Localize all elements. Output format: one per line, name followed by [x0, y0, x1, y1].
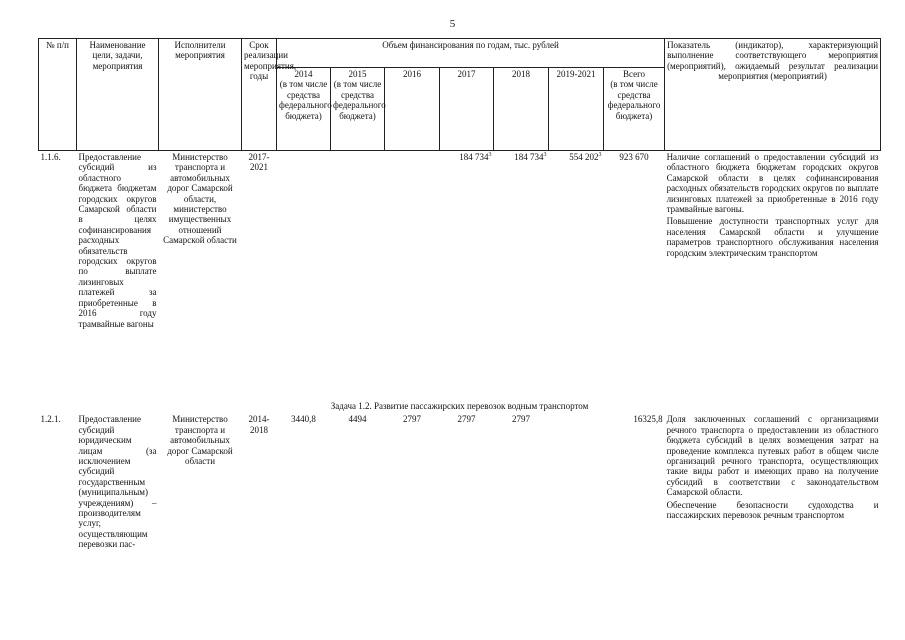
value-2018	[494, 413, 549, 550]
page-number: 5	[449, 18, 456, 30]
value-2019-2021	[549, 413, 604, 550]
row-indicator	[665, 413, 881, 550]
value-2015	[331, 413, 385, 550]
indicator-paragraph: Повышение доступности транспортных услуг для населения Самарской области и улучшение параметров транспортного обслуживания населения городским электрическим транспортом	[666, 216, 879, 258]
row-num: 1.2.1.	[40, 414, 61, 425]
year-label: 2018	[512, 69, 530, 79]
header-funding: Объем финансирования по годам, тыс. рублей	[277, 39, 665, 68]
row-name: Предоставление субсидий из областного бюджета бюджетам городских округов Самарской области в целях софинансирования расходных обязательств городских округов по выплате лизинговых платежей за приобретенные в 2016 году трамвайные вагоны	[78, 152, 157, 329]
task-row	[39, 395, 881, 413]
footnote-mark: 3	[488, 152, 492, 158]
indicator-paragraph: Наличие соглашений о предоставлении субсидий из областного бюджета бюджетам городских округов Самарской области в целях софинансирования расходных обязательств городских округов по выплате лизинговых платежей за приобретенные в 2016 году трамвайные вагоны.	[666, 152, 879, 215]
header-executors: Исполнители мероприятия	[159, 39, 242, 151]
value: 16325,8	[633, 414, 663, 425]
year-note: (в том числе средства федерального бюджета)	[607, 79, 661, 121]
row-term: 2014-2018	[248, 414, 270, 435]
header-indicator: Показатель (индикатор), характеризующий выполнение соответствующего мероприятия (мероприятий), ожидаемый результат реализации мероприятия (мероприятий)	[665, 39, 881, 151]
value-2016	[385, 151, 440, 396]
value-2018	[494, 151, 549, 396]
value: 184 734	[459, 152, 489, 162]
value: 4494	[348, 414, 367, 425]
task-heading: Задача 1.2. Развитие пассажирских перевозок водным транспортом	[330, 401, 589, 411]
header-year-2019-2021	[549, 68, 604, 151]
table-row	[39, 413, 881, 550]
program-activities-table	[38, 38, 881, 551]
table-row	[39, 151, 881, 396]
value-2017	[440, 413, 494, 550]
value-2017	[440, 151, 494, 396]
value-2014	[277, 413, 331, 550]
header-year-2018	[494, 68, 549, 151]
header-year-2016	[385, 68, 440, 151]
value-2014	[277, 151, 331, 396]
row-term: 2017-2021	[248, 152, 270, 173]
year-label: Всего	[622, 69, 646, 79]
value: 2797	[512, 414, 530, 425]
header-name: Наименование цели, задачи, мероприятия	[77, 39, 159, 151]
value-2015	[331, 151, 385, 396]
header-total	[604, 68, 665, 151]
header-num: № п/п	[39, 39, 77, 151]
value-total	[604, 151, 665, 396]
header-year-2017	[440, 68, 494, 151]
indicator-paragraph: Обеспечение безопасности судоходства и пассажирских перевозок речным транспортом	[666, 499, 879, 521]
value: 2797	[457, 414, 476, 425]
row-executors: Министерство транспорта и автомобильных дорог Самарской области	[167, 414, 233, 467]
row-num: 1.1.6.	[40, 152, 61, 162]
value-total	[604, 413, 665, 550]
row-indicator	[665, 151, 881, 396]
value-2019-2021	[549, 151, 604, 396]
year-label: 2016	[403, 69, 421, 79]
year-label: 2015	[348, 69, 367, 79]
value: 3440,8	[291, 414, 316, 425]
value: 2797	[403, 414, 421, 425]
value: 184 734	[514, 152, 544, 162]
value: 554 202	[569, 152, 599, 162]
year-note: (в том числе средства федерального бюджета)	[333, 79, 386, 121]
header-term: Срок реализации мероприятия, годы	[242, 39, 277, 151]
year-label: 2017	[457, 69, 476, 79]
year-label: 2019-2021	[556, 69, 596, 79]
row-executors: Министерство транспорта и автомобильных дорог Самарской области, министерство имущественных отношений Самарской области	[163, 152, 237, 246]
header-year-2014	[277, 68, 331, 151]
header-year-2015	[331, 68, 385, 151]
value: 923 670	[619, 152, 649, 162]
footnote-mark: 3	[543, 152, 547, 158]
year-label: 2014	[294, 69, 313, 79]
year-note: (в том числе средства федерального бюджета)	[279, 79, 332, 121]
indicator-paragraph: Доля заключенных соглашений с организациями речного транспорта о предоставлении из областного бюджета субсидий в целях возмещения затрат на проведение комплекса путевых работ в общем числе организаций речного транспорта, осуществляющих такие виды работ и имеющих право на получение субсидий в соответствии с законодательством Самарской области.	[666, 414, 879, 498]
row-name: Предоставление субсидий юридическим лицам (за исключением субсидий государственным (муниципальным) учреждениям) – производителям услуг, осуществляющим перевозки пас-	[78, 414, 157, 550]
value-2016	[385, 413, 440, 550]
footnote-mark: 3	[598, 152, 602, 158]
